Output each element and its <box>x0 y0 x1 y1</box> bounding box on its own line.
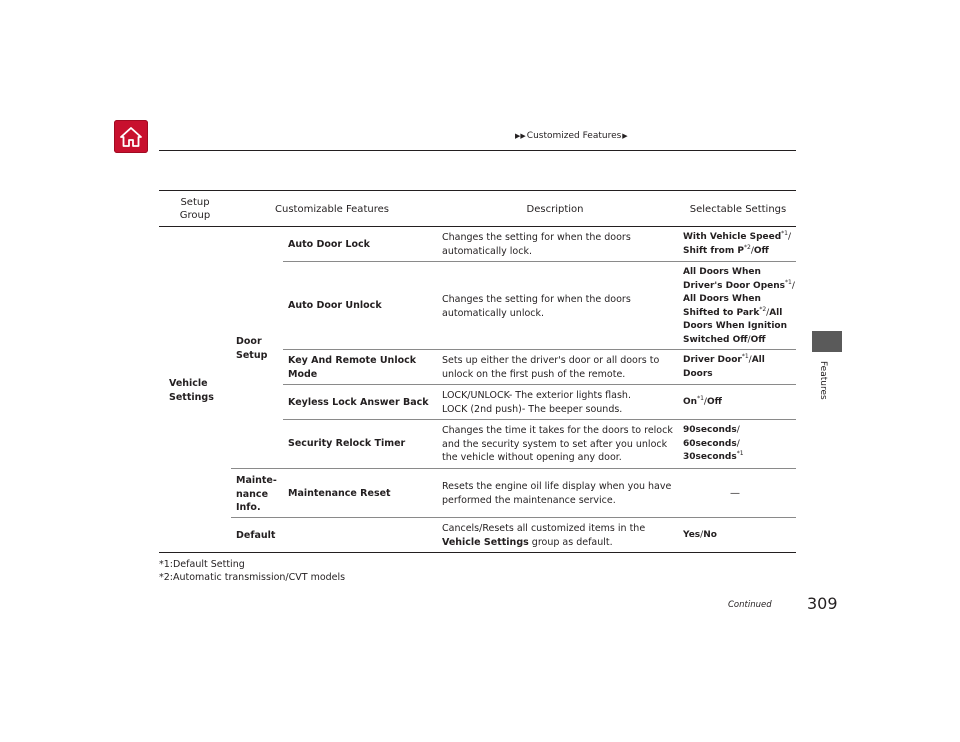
feature-auto-door-lock: Auto Door Lock <box>288 239 370 250</box>
settings-default: Yes/No <box>683 530 717 540</box>
side-tab-label: Features <box>818 361 828 400</box>
subgroup-door-setup: Door Setup <box>236 336 268 361</box>
subgroup-maintenance-info: Mainte- nance Info. <box>236 475 277 513</box>
header-selectable-settings: Selectable Settings <box>689 204 787 215</box>
header-description: Description <box>526 204 584 215</box>
feature-security-relock-timer: Security Relock Timer <box>288 438 406 449</box>
header-bottom-rule <box>159 226 796 227</box>
description-key-remote-unlock-mode: Sets up either the driver's door or all doors to unlock on the first push of the remote. <box>442 355 660 380</box>
breadcrumb-arrow-icon: ▶ <box>622 132 628 140</box>
home-button[interactable] <box>114 120 148 153</box>
description-security-relock-timer: Changes the time it takes for the doors to relock and the security system to set after you unlock the vehicle without opening any door. <box>442 425 673 463</box>
breadcrumb-arrow-icon: ▶▶ <box>515 132 526 140</box>
settings-auto-door-lock: With Vehicle Speed$^{*1}$/ Shift from $P^{*2}$/Off <box>683 230 792 256</box>
home-icon <box>119 126 143 148</box>
feature-key-remote-unlock-mode: Key And Remote Unlock Mode <box>288 355 417 380</box>
feature-default: Default <box>236 530 276 541</box>
footnote-2: *2:Automatic transmission/CVT models <box>159 571 346 583</box>
header-setup-group: Setup Group <box>179 197 211 221</box>
settings-keyless-lock-answer-back: On$^{*1}$/Off <box>683 395 722 407</box>
table-top-rule <box>159 190 796 191</box>
description-auto-door-unlock: Changes the setting for when the doors automatically unlock. <box>442 294 631 319</box>
settings-key-remote-unlock-mode: Driver Door$^{*1}$/All Doors <box>683 353 765 379</box>
group-vehicle-settings: Vehicle Settings <box>169 378 214 403</box>
settings-auto-door-unlock: All Doors When Driver's Door Opens$^{*1}$/ All Doors When Shifted to Park$^{*2}$/All Doors When Ignition Switched Off/Off <box>683 267 795 345</box>
continued-label: Continued <box>728 600 772 610</box>
feature-maintenance-reset: Maintenance Reset <box>288 488 391 499</box>
header-customizable-features: Customizable Features <box>275 204 389 215</box>
footnotes <box>159 559 345 584</box>
description-keyless-lock-answer-back: LOCK/UNLOCK- The exterior lights flash. LOCK (2nd push)- The beeper sounds. <box>442 390 631 415</box>
page-number: 309 <box>807 594 838 613</box>
header-divider <box>159 150 796 151</box>
row-divider <box>283 384 796 385</box>
settings-maintenance-reset: — <box>730 488 740 499</box>
description-maintenance-reset: Resets the engine oil life display when you have performed the maintenance service. <box>442 481 672 506</box>
row-divider <box>283 261 796 262</box>
row-divider <box>283 419 796 420</box>
features-side-tab[interactable] <box>812 331 842 352</box>
feature-auto-door-unlock: Auto Door Unlock <box>288 300 382 311</box>
settings-security-relock-timer: 90seconds/ 60seconds/ 30seconds$^{*1}$ <box>683 425 744 462</box>
breadcrumb-section[interactable]: Customized Features <box>526 131 622 141</box>
row-divider <box>283 349 796 350</box>
row-divider <box>231 468 796 469</box>
description-default: Cancels/Resets all customized items in the Vehicle Settings group as default. <box>442 523 646 548</box>
row-divider <box>231 517 796 518</box>
table-bottom-rule <box>159 552 796 553</box>
description-auto-door-lock: Changes the setting for when the doors automatically lock. <box>442 232 631 257</box>
breadcrumb[interactable] <box>515 131 628 141</box>
feature-keyless-lock-answer-back: Keyless Lock Answer Back <box>288 397 429 408</box>
footnote-1: *1:Default Setting <box>159 559 245 570</box>
